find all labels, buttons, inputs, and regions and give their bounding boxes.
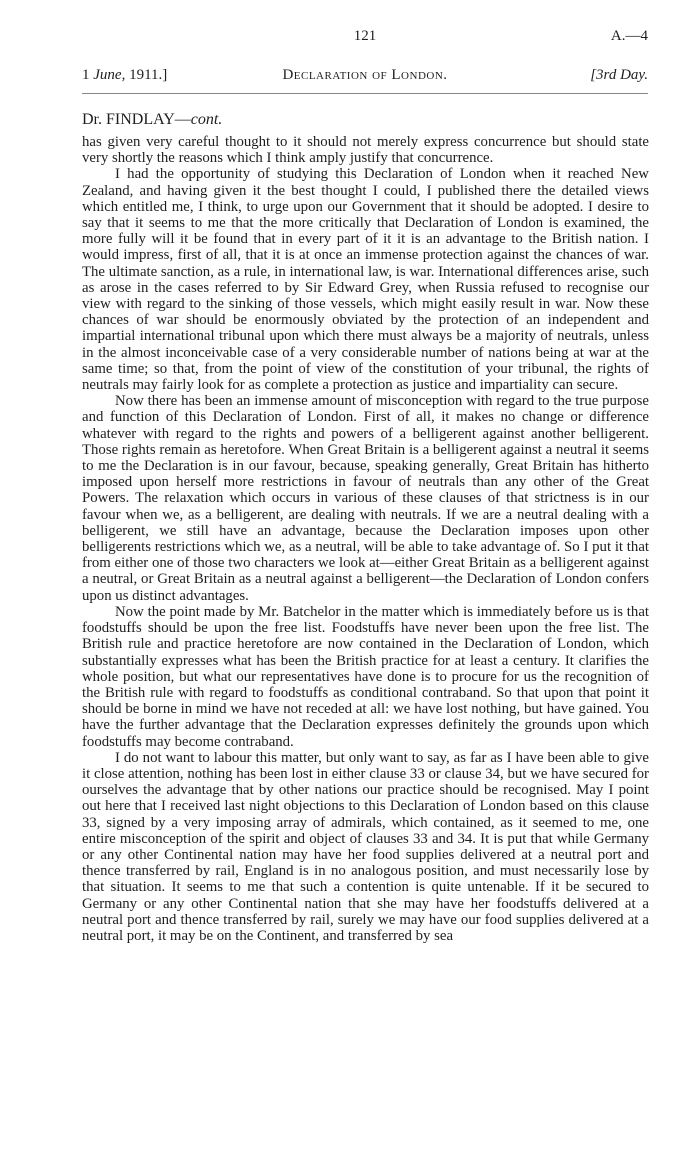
paragraph: I do not want to labour this matter, but only want to say, as far as I have been able to give it close attention, nothing has been lost in either clause 33 or clause 34, but we have secured for ourselves the advantage that by other nations our practice should be recognised. May I point out here that I received last night objections to this Declaration of London based on this clause 33, signed by a very imposing array of admirals, which contained, as it seemed to me, one entire misconception of the spirit and object of clauses 33 and 34. It is put that while Germany or any other Continental nation may have her food supplies delivered at a neutral port and thence transferred by rail, England is in no analogous position, and must necessarily lose by that situation. It seems to me that such a contention is quite untenable. If it be secured to Germany or any other Continental nation that she may have her foodstuffs delivered at a neutral port and thence transferred by rail, surely we may have our food supplies delivered at a neutral port, it may be on the Continent, and transferred by sea — [82, 749, 649, 944]
header-rule — [82, 93, 648, 94]
body-text — [82, 134, 649, 944]
speaker-name: Dr. FINDLAY— — [82, 111, 191, 128]
header-day: [3rd Day. — [590, 67, 648, 83]
page-number: 121 — [353, 28, 377, 44]
running-header — [82, 67, 648, 89]
series-reference: A.—4 — [610, 28, 648, 44]
speaker-line — [82, 111, 222, 129]
paragraph: I had the opportunity of studying this Declaration of London when it reached New Zealand, and having given it the best thought I could, I published there the detailed views which entitled me, I think, to urge upon our Government that it should be adopted. I desire to say that it seems to me that the more critically that Declaration of London is examined, the more fully will it be found that in every part of it it is an advantage to the British nation. I would impress, first of all, that it is at once an immense protection against the chances of war. The ultimate sanction, as a rule, in international law, is war. International differences arise, such as arose in the cases referred to by Sir Edward Grey, when Russia refused to recognise our view with regard to the sinking of those vessels, which might easily result in war. Now these chances of war should be enormously obviated by the protection of an independent and impartial international tribunal upon which there must always be a majority of neutrals, unless in the almost inconceivable case of a very considerable number of nations being at war at the same time; so that, from the point of view of the constitution of your tribunal, the rights of neutrals may fairly look for as complete a protection as justice and impartiality can secure. — [82, 166, 650, 394]
paragraph: Now the point made by Mr. Batchelor in the matter which is immediately before us is that foodstuffs should be upon the free list. Foodstuffs have never been upon the free list. The British rule and practice heretofore are now contained in the Declaration of London, which substantially expresses what has been the British practice for at least a century. It clarifies the whole position, but what our representatives have done is to procure for us the recognition of the British rule with regard to foodstuffs as conditional contraband. So that upon that point it should be borne in mind we have not receded at all: we have lost nothing, but have gained. You have the further advantage that the Declaration expresses definitely the grounds upon which foodstuffs may become contraband. — [82, 603, 649, 750]
speaker-cont: cont. — [190, 111, 223, 128]
top-line — [82, 28, 648, 50]
header-date-suffix: , 1911.] — [121, 67, 168, 83]
paragraph: Now there has been an immense amount of misconception with regard to the true purpose and function of this Declaration of London. First of all, it makes no change or difference whatever with regard to the rights and powers of a belligerent against another belligerent. Those rights remain as heretofore. When Great Britain is a belligerent against a neutral it seems to me the Declaration is in our favour, because, speaking generally, Great Britain has hitherto imposed upon herself more restrictions in favour of neutrals than any other of the Great Powers. The relaxation which occurs in various of these clauses of that strictness is in our favour when we, as a belligerent, are dealing with neutrals. If we are a neutral dealing with a belligerent, we still have an advantage, because the Declaration imposes upon other belligerents restrictions which we, as a neutral, will be able to take advantage of. So I put it that from either one of those two characters we look at—either Great Britain as a belligerent against a neutral, or Great Britain as a neutral against a belligerent—the Declaration of London confers upon us distinct advantages. — [82, 393, 649, 604]
header-date-month: June — [93, 67, 122, 83]
header-title: Declaration of London. — [282, 67, 448, 83]
paragraph: has given very careful thought to it should not merely express concurrence but should state very shortly the reasons which I think amply justify that concurrence. — [82, 134, 649, 167]
header-date-prefix: 1 — [82, 67, 94, 83]
